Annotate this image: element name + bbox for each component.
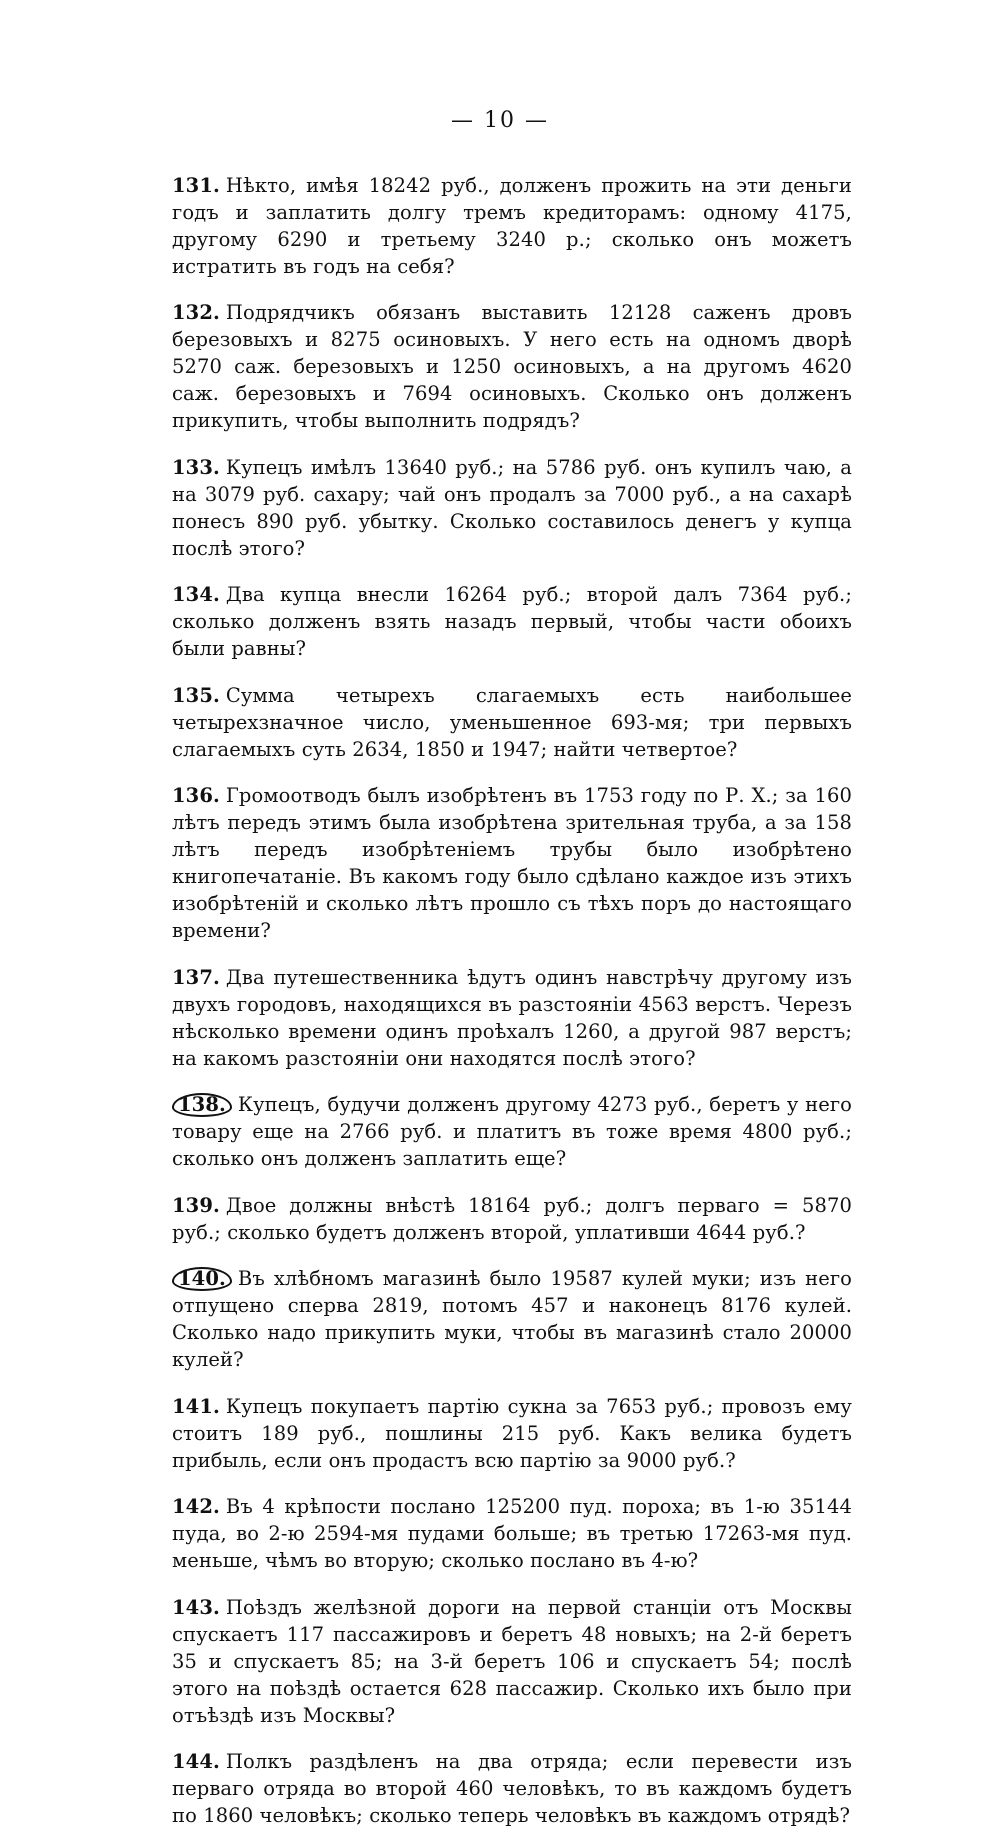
problem-number: 140. — [172, 1267, 232, 1291]
problem-paragraph — [172, 682, 852, 763]
problem-paragraph — [172, 1393, 852, 1474]
problem-text: Купецъ покупаетъ партію сукна за 7653 руб.; провозъ ему стоитъ 189 руб., пошлины 215 руб. Какъ велика будетъ прибыль, если онъ продастъ всю партію за 9000 руб.? — [172, 1394, 852, 1472]
problem-list — [172, 152, 852, 1837]
problem-text: Сумма четырехъ слагаемыхъ есть наибольшее четырехзначное число, уменьшенное 693-мя; три первыхъ слагаемыхъ суть 2634, 1850 и 1947; найти четвертое? — [172, 683, 852, 761]
problem-text: Двое должны внѣстѣ 18164 руб.; долгъ перваго = 5870 руб.; сколько будетъ долженъ второй, уплативши 4644 руб.? — [172, 1193, 852, 1244]
problem-number: 136. — [172, 784, 220, 807]
problem-text: Купецъ имѣлъ 13640 руб.; на 5786 руб. онъ купилъ чаю, а на 3079 руб. сахару; чай онъ продалъ за 7000 руб., а на сахарѣ понесъ 890 руб. убытку. Сколько составилось денегъ у купца послѣ этого? — [172, 455, 852, 560]
problem-paragraph — [172, 1594, 852, 1729]
problem-text: Два купца внесли 16264 руб.; второй далъ 7364 руб.; сколько долженъ взять назадъ первый, чтобы части обоихъ были равны? — [172, 583, 852, 660]
problem-text: Поѣздъ желѣзной дороги на первой станціи отъ Москвы спускаетъ 117 пассажировъ и беретъ 48 новыхъ; на 2-й беретъ 35 и спускаетъ 85; на 3-й беретъ 106 и спускаетъ 54; послѣ этого на поѣздѣ остается 628 пассажир. Сколько ихъ было при отъѣздѣ изъ Москвы? — [172, 1595, 852, 1727]
problem-number: 143. — [172, 1595, 220, 1619]
problem-paragraph — [172, 1265, 852, 1373]
problem-paragraph — [172, 964, 852, 1072]
problem-number: 134. — [172, 583, 220, 606]
problem-number: 132. — [172, 301, 220, 324]
problem-paragraph — [172, 1192, 852, 1246]
page-number: — 10 — — [451, 108, 549, 133]
problem-number: 135. — [172, 683, 220, 707]
problem-paragraph — [172, 1091, 852, 1172]
problem-number: 138. — [172, 1093, 232, 1117]
problem-number: 141. — [172, 1394, 220, 1418]
problem-text: Полкъ раздѣленъ на два отряда; если перевести изъ перваго отряда во второй 460 человѣкъ, то въ каждомъ будетъ по 1860 человѣкъ; сколько теперь человѣкъ въ каждомъ отрядѣ? — [172, 1750, 852, 1827]
problem-number: 137. — [172, 965, 220, 989]
problem-paragraph — [172, 581, 852, 662]
problem-text: Въ хлѣбномъ магазинѣ было 19587 кулей муки; изъ него отпущено сперва 2819, потомъ 457 и наконецъ 8176 кулей. Сколько надо прикупить муки, чтобы въ магазинѣ стало 20000 кулей? — [172, 1267, 852, 1371]
problem-text: Громоотводъ былъ изобрѣтенъ въ 1753 году по Р. X.; за 160 лѣтъ передъ этимъ была изобрѣтена зрительная труба, а за 158 лѣтъ передъ изобрѣтеніемъ трубы было изобрѣтено книгопечатаніе. Въ какомъ году было сдѣлано каждое изъ этихъ изобрѣтеній и сколько лѣтъ прошло съ тѣхъ поръ до настоящаго времени? — [172, 784, 852, 942]
problem-number: 144. — [172, 1750, 220, 1773]
problem-paragraph — [172, 454, 852, 562]
problem-number: 131. — [172, 173, 220, 197]
problem-text: Въ 4 крѣпости послано 125200 пуд. пороха; въ 1-ю 35144 пуда, во 2-ю 2594-мя пудами больше; въ третью 17263-мя пуд. меньше, чѣмъ во вторую; сколько послано въ 4-ю? — [172, 1495, 852, 1572]
problem-paragraph — [172, 1493, 852, 1574]
problem-paragraph — [172, 782, 852, 944]
problem-paragraph — [172, 172, 852, 280]
problem-text: Нѣкто, имѣя 18242 руб., долженъ прожить на эти деньги годъ и заплатить долгу тремъ кредиторамъ: одному 4175, другому 6290 и третьему 3240 р.; сколько онъ можетъ истратить въ годъ на себя? — [172, 173, 852, 278]
problem-text: Подрядчикъ обязанъ выставить 12128 саженъ дровъ березовыхъ и 8275 осиновыхъ. У него есть на одномъ дворѣ 5270 саж. березовыхъ и 1250 осиновыхъ, а на другомъ 4620 саж. березовыхъ и 7694 осиновыхъ. Сколько онъ долженъ прикупить, чтобы выполнить подрядъ? — [172, 301, 852, 432]
problem-paragraph — [172, 299, 852, 434]
problem-number: 142. — [172, 1495, 220, 1518]
problem-text: Два путешественника ѣдутъ одинъ навстрѣчу другому изъ двухъ городовъ, находящихся въ разстояніи 4563 верстъ. Черезъ нѣсколько времени одинъ проѣхалъ 1260, а другой 987 верстъ; на какомъ разстояніи они находятся послѣ этого? — [172, 965, 852, 1070]
problem-text: Купецъ, будучи долженъ другому 4273 руб., беретъ у него товару еще на 2766 руб. и платитъ въ тоже время 4800 руб.; сколько онъ долженъ заплатить еще? — [172, 1093, 852, 1170]
problem-number: 133. — [172, 455, 220, 479]
problem-number: 139. — [172, 1193, 220, 1217]
problem-paragraph — [172, 1748, 852, 1829]
